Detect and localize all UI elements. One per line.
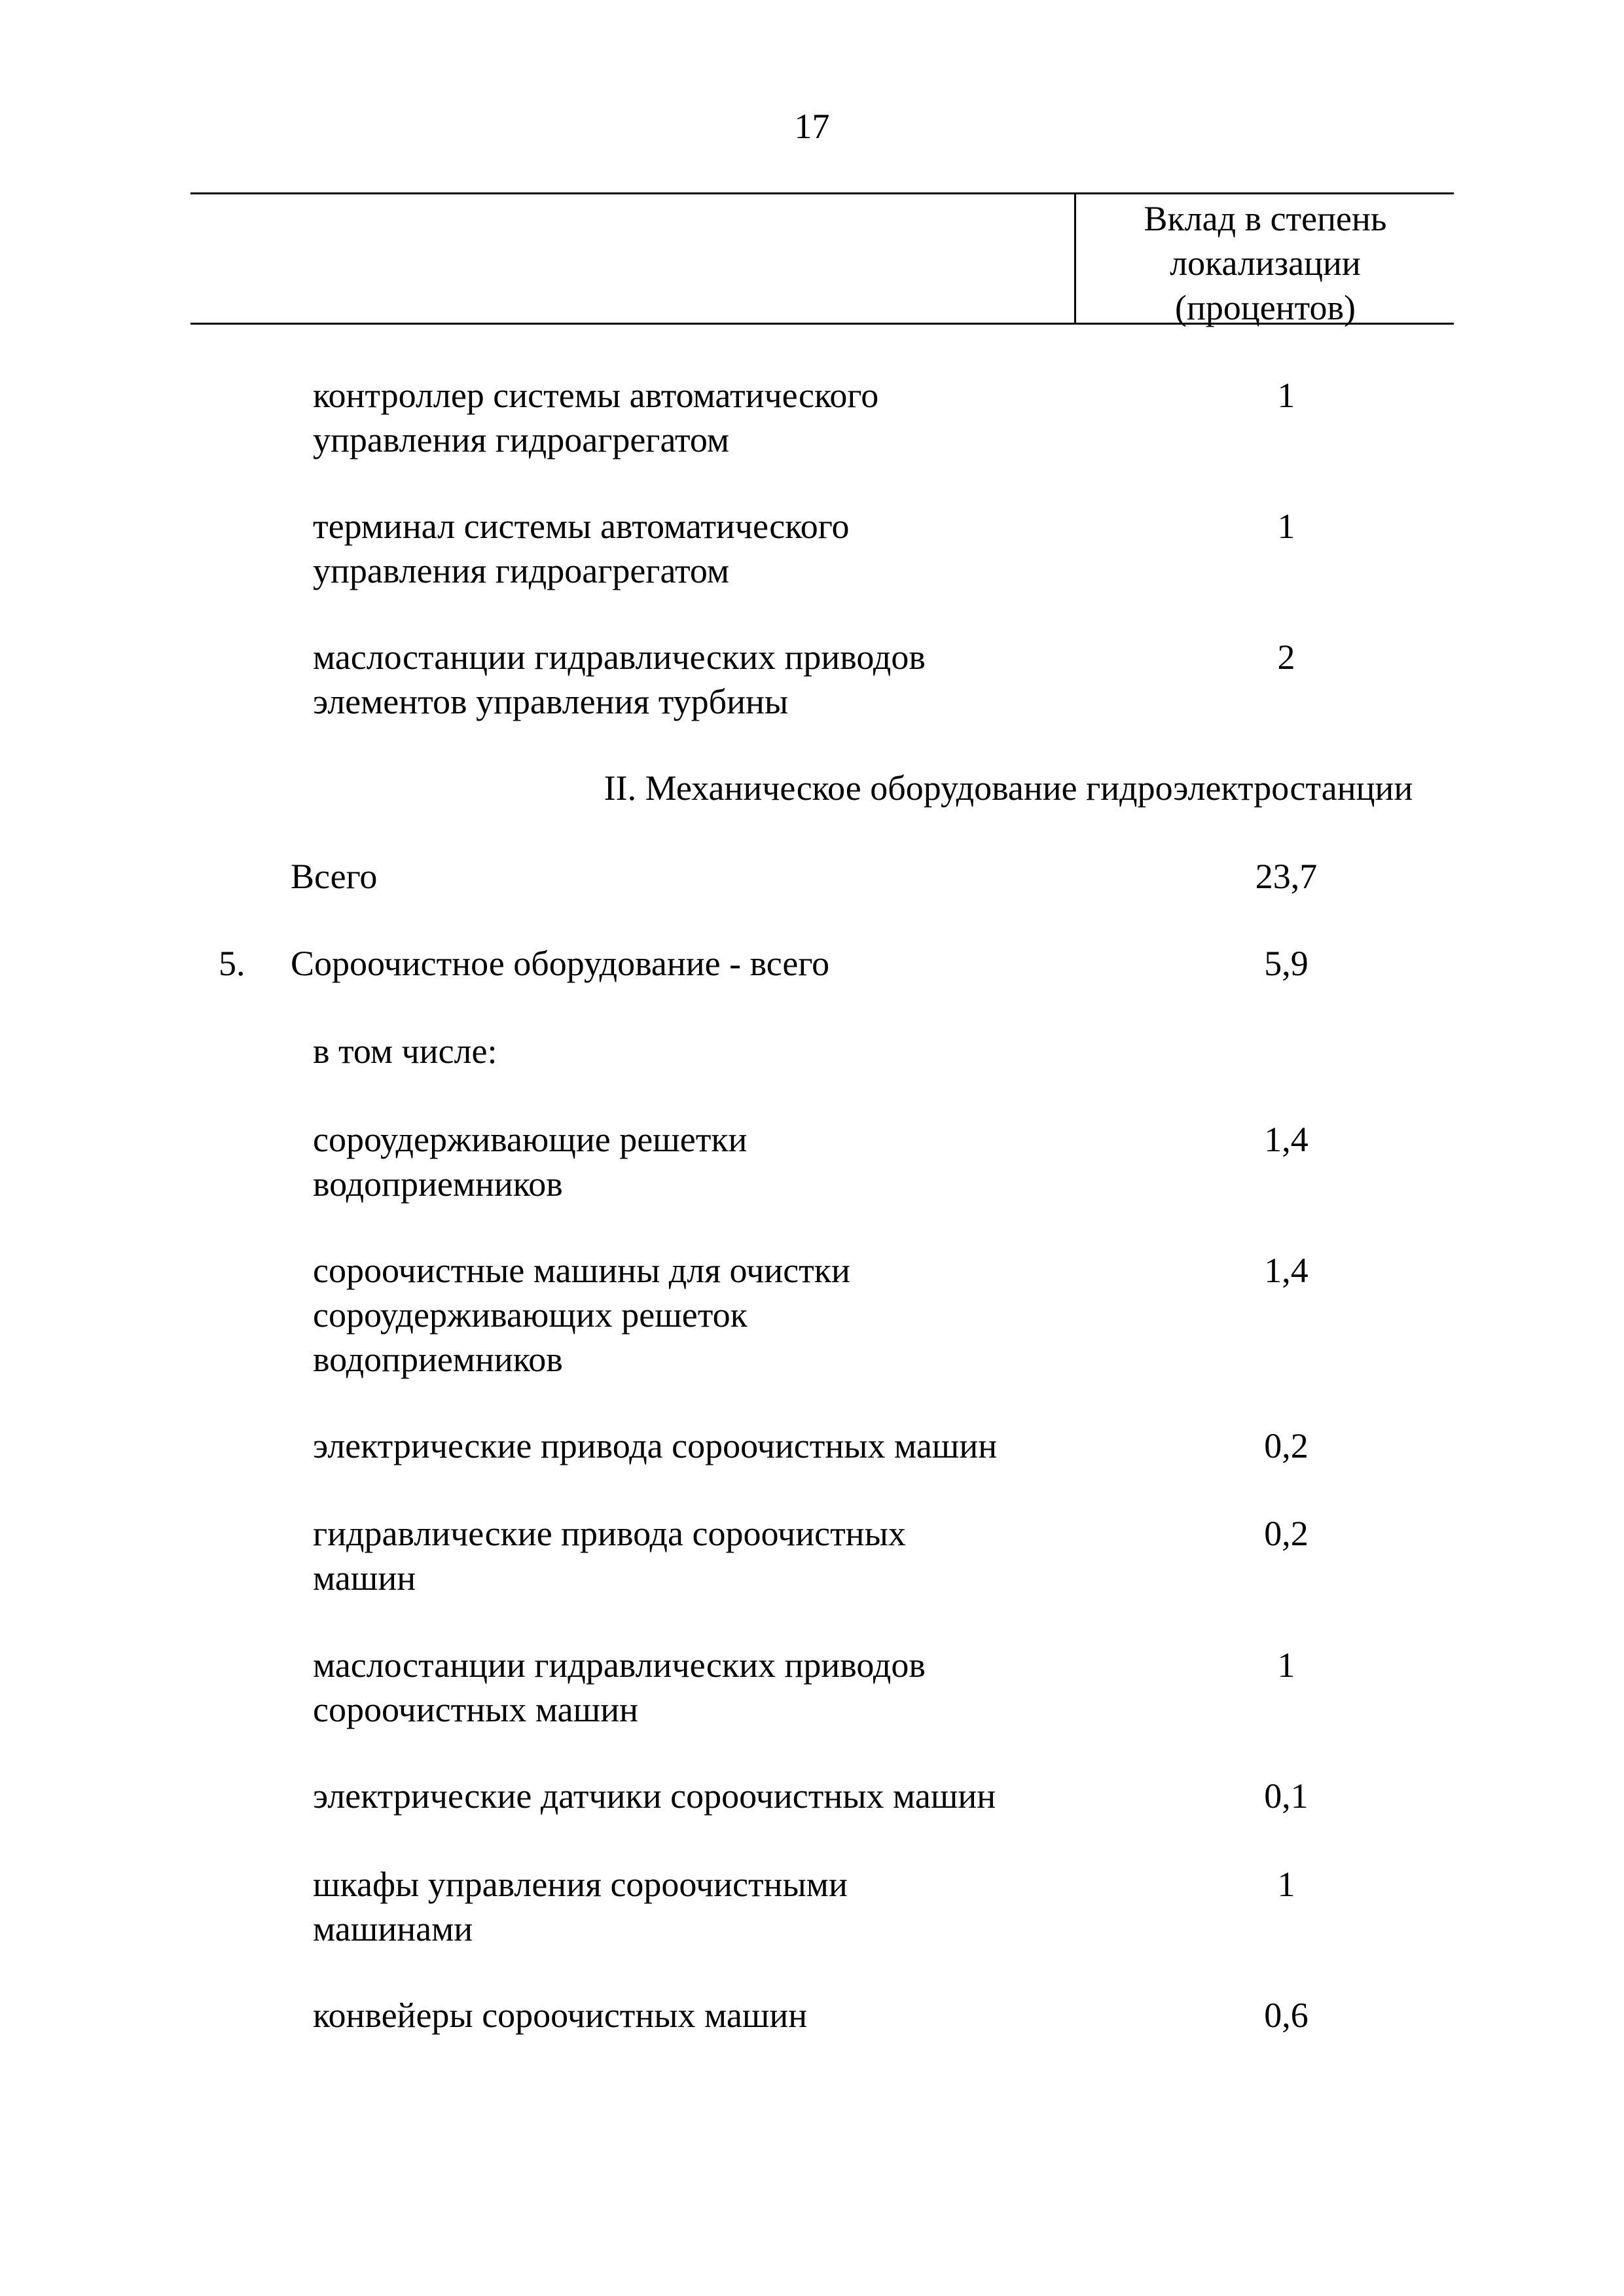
list-item-value: 0,2 xyxy=(1264,1514,1308,1553)
list-item-value: 1 xyxy=(1277,1865,1295,1904)
list-item-value: 1 xyxy=(1277,507,1295,546)
list-item-value: 1 xyxy=(1277,1645,1295,1685)
list-item-label: электрические привода сороочистных машин xyxy=(313,1426,998,1465)
table-header-divider xyxy=(1074,192,1076,325)
list-item-label: контроллер системы автоматического управления гидроагрегатом xyxy=(313,376,879,459)
list-item-value: 1,4 xyxy=(1264,1251,1308,1290)
list-item-value: 1 xyxy=(1277,376,1295,415)
list-item-label: конвейеры сороочистных машин xyxy=(313,1996,808,2035)
list-item-label: маслостанции гидравлических приводов сороочистных машин xyxy=(313,1645,926,1729)
item-number: 5. xyxy=(219,944,245,983)
list-item-label: сороудерживающие решетки водоприемников xyxy=(313,1120,748,1204)
total-label: Всего xyxy=(291,857,378,896)
list-item-value: 0,6 xyxy=(1264,1996,1308,2035)
including-label: в том числе: xyxy=(313,1031,497,1071)
list-item-label: сороочистные машины для очистки сороудерживающих решеток водоприемников xyxy=(313,1251,850,1379)
list-item-label: маслостанции гидравлических приводов элементов управления турбины xyxy=(313,637,926,721)
list-item-value: 1,4 xyxy=(1264,1120,1308,1159)
list-item-label: гидравлические привода сороочистных машин xyxy=(313,1514,906,1598)
total-value: 23,7 xyxy=(1255,857,1318,896)
list-item-label: электрические датчики сороочистных машин xyxy=(313,1776,996,1816)
list-item-value: 0,1 xyxy=(1264,1776,1308,1816)
list-item-value: 2 xyxy=(1277,637,1295,677)
list-item-value: 0,2 xyxy=(1264,1426,1308,1465)
list-item-label: шкафы управления сороочистными машинами xyxy=(313,1865,848,1948)
item-label: Сороочистное оборудование - всего xyxy=(291,944,830,983)
contribution-column-header: Вклад в степень локализации (процентов) xyxy=(1144,199,1387,327)
section-title: II. Механическое оборудование гидроэлектростанции xyxy=(604,768,1413,808)
item-value: 5,9 xyxy=(1264,944,1308,983)
list-item-label: терминал системы автоматического управления гидроагрегатом xyxy=(313,507,850,590)
page-number: 17 xyxy=(794,107,830,146)
